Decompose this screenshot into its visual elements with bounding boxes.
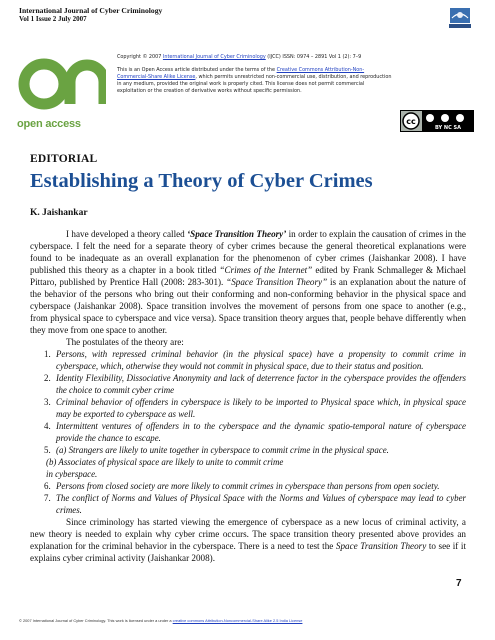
paragraph-1 xyxy=(30,228,466,336)
paragraph-2 xyxy=(30,516,466,564)
postulate-text: Intermittent ventures of offenders in to the cyberspace and the dynamic spatio-temporal nature of cyberspace provide the chance to escape. xyxy=(56,421,466,443)
postulates-intro: The postulates of the theory are: xyxy=(66,337,184,347)
postulate-text: Persons from closed society are more likely to commit crimes in cyberspace than persons from open society. xyxy=(56,481,440,491)
postulate-item xyxy=(44,480,466,492)
journal-volume: Vol 1 Issue 2 July 2007 xyxy=(19,15,87,23)
article-title: Establishing a Theory of Cyber Crimes xyxy=(30,170,373,192)
theory-term: Space Transition Theory xyxy=(335,541,427,551)
journal-title: International Journal of Cyber Criminology xyxy=(19,6,163,15)
license-text-suffix: , which permits unrestricted non-commercial use, distribution, and reproduction in any medium, provided the original work is properly cited. This license does not permit commercial exploitation or the creation of derivative works without specific permission. xyxy=(117,73,392,94)
postulate-text: The conflict of Norms and Values of Physical Space with the Norms and Values of cyberspace may lead to cyber crimes. xyxy=(56,493,466,515)
postulate-5b-line: (b) Associates of physical space are likely to unite to commit crime xyxy=(46,457,284,467)
postulate-text: Identity Flexibility, Dissociative Anonymity and lack of deterrence factor in the cyberspace provides the offenders the choice to commit cyber crime xyxy=(56,373,466,395)
theory-term: ‘Space Transition Theory’ xyxy=(187,229,287,239)
text-run: is an explanation about the nature of the behavior of the persons who bring out their conforming and non-conforming behavior in the physical space and cyberspace (Jaishankar 2008). Space transition involves the movement of persons from one space to another (e.g., from physical space to cyberspace and vice versa). Space transition theory argues that, people behave differently when they move from one space to another. xyxy=(30,277,466,335)
cc-license-badge-icon[interactable] xyxy=(400,110,474,132)
license-block xyxy=(117,54,392,95)
postulate-item xyxy=(44,444,466,456)
license-text xyxy=(117,67,392,95)
postulates-list xyxy=(30,480,466,516)
postulate-number: 7. xyxy=(44,493,51,503)
postulate-number: 6. xyxy=(44,481,51,491)
text-run: to see if it explains cyber criminal activity (Jaishankar 2008). xyxy=(30,541,466,563)
postulates-list xyxy=(30,348,466,456)
postulate-5b xyxy=(30,456,466,480)
postulate-item xyxy=(44,372,466,396)
journal-emblem-icon xyxy=(447,6,473,30)
cc-badge-text: BY NC SA xyxy=(435,125,461,131)
footer-license-link[interactable]: creative commons Attribution-Noncommercial-Share Alike 2.5 India License xyxy=(172,618,303,623)
book-title: “Crimes of the Internet” xyxy=(219,265,313,275)
postulate-item xyxy=(44,420,466,444)
copyright-line xyxy=(117,54,392,61)
postulate-number: 2. xyxy=(44,373,51,383)
postulate-number: 1. xyxy=(44,349,51,359)
text-run: edited by Frank Schmalleger & Michael Pittaro, published by Prentice Hall (2008: 283-301). xyxy=(30,265,467,287)
postulate-number: 3. xyxy=(44,397,51,407)
postulate-text: Persons, with repressed criminal behavior (in the physical space) have a propensity to commit crime in cyberspace, which, otherwise they would not commit in physical space, due to their status and position. xyxy=(56,349,466,371)
text-run: I have developed a theory called xyxy=(66,229,188,239)
author-name: K. Jaishankar xyxy=(30,208,88,218)
svg-text:cc: cc xyxy=(406,117,416,126)
postulate-item xyxy=(44,492,466,516)
creative-commons-link[interactable]: Creative Commons Attribution-Non-Commercial-Share Alike License xyxy=(117,66,365,80)
text-run: Since criminology has started viewing the emergence of cyberspace as a new locus of criminal activity, a new theory is needed to explain why cyber crime occurs. The space transition theory presented above provides an explanation for the criminal behavior in the cyberspace. There is a need to test the xyxy=(30,517,466,551)
text-run: in order to explain the causation of crimes in the cyberspace. I felt the need for a separate theory of cyber crimes because the general theoretical explanations were found to be inadequate as an overall explanation for the phenomenon of cyber crimes (Jaishankar 2008). I have published this theory as a chapter in a book titled xyxy=(30,229,466,275)
postulate-text: (a) Strangers are likely to unite together in cyberspace to commit crime in the physical space. xyxy=(56,445,389,455)
postulate-text: Criminal behavior of offenders in cyberspace is likely to be imported to Physical space which, in physical space may be exported to cyberspace as well. xyxy=(56,397,466,419)
postulate-item xyxy=(44,396,466,420)
postulate-item xyxy=(44,348,466,372)
postulate-number: 5. xyxy=(44,445,51,455)
section-label: EDITORIAL xyxy=(30,153,98,165)
journal-link[interactable]: International Journal of Cyber Criminology xyxy=(162,54,266,60)
journal-header xyxy=(19,6,359,24)
theory-term: “Space Transition Theory” xyxy=(226,277,328,287)
article-body xyxy=(30,228,466,564)
postulate-5b-line: in cyberspace. xyxy=(46,469,98,479)
issn-info: (IJCC) ISSN: 0974 – 2891 Vol 1 (2): 7–9 xyxy=(265,54,362,60)
license-text-prefix: This is an Open Access article distributed under the terms of the xyxy=(117,66,277,73)
footer-text: © 2007 International Journal of Cyber Criminology. This work is licensed under a under a xyxy=(19,618,173,623)
postulate-number: 4. xyxy=(44,421,51,431)
copyright-prefix: Copyright © 2007 xyxy=(117,54,163,60)
footer-license xyxy=(19,618,302,623)
open-access-label: open access xyxy=(17,118,81,130)
page-number: 7 xyxy=(456,578,462,589)
